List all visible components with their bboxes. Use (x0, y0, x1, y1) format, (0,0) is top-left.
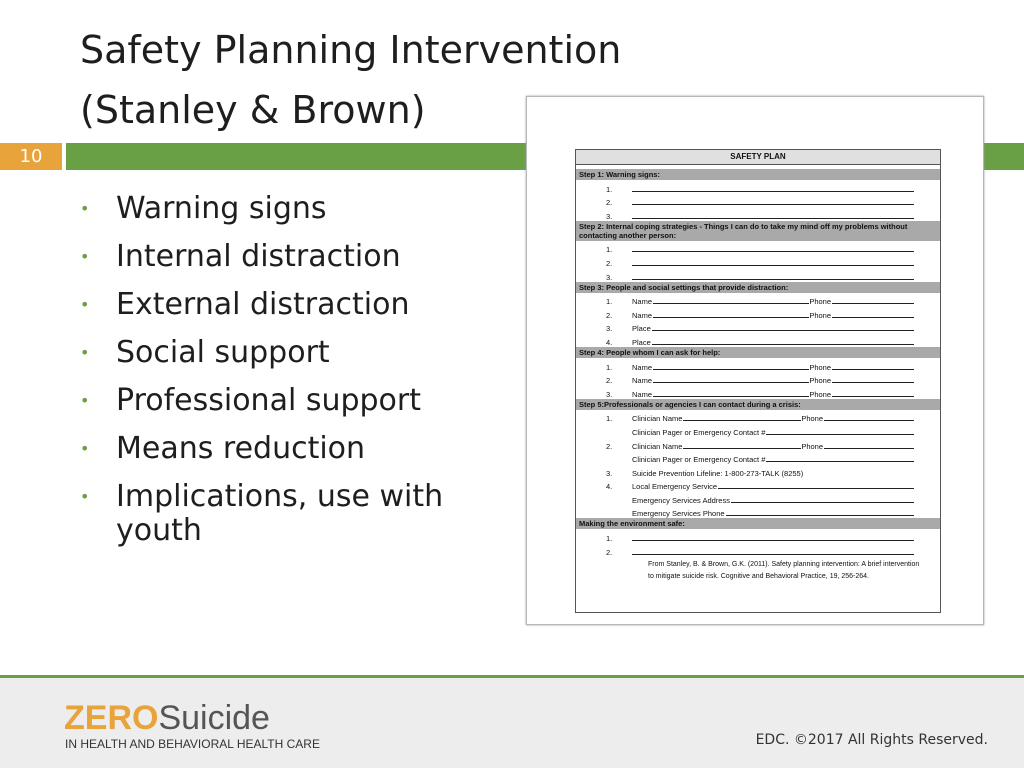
form-line: 2. Name Phone (576, 306, 940, 320)
slide-title-line-2: (Stanley & Brown) (80, 88, 426, 132)
bullet-item: • External distraction (80, 287, 410, 322)
form-line: 1. (576, 529, 940, 543)
copyright-notice: EDC. ©2017 All Rights Reserved. (755, 732, 988, 748)
safety-plan-form (575, 149, 941, 613)
safety-plan-title: SAFETY PLAN (576, 150, 940, 165)
bullet-item: • Professional support (80, 383, 422, 418)
citation: From Stanley, B. & Brown, G.K. (2011). Safety planning intervention: A brief intervention to mitigate suicide risk. Cognitive and Behavioral Practice, 19, 256-264. (648, 560, 920, 580)
environment-header: Making the environment safe: (576, 518, 940, 529)
bullet-dot-icon: • (80, 199, 90, 218)
form-line: 3. Place (576, 320, 940, 334)
form-line: 2. Clinician Name Phone (576, 437, 940, 451)
bullet-list (76, 192, 476, 562)
form-line: Emergency Services Phone (576, 505, 940, 519)
slide-number: 10 (19, 146, 43, 167)
step-3-header: Step 3: People and social settings that provide distraction: (576, 282, 940, 293)
zero-suicide-logo: ZEROSuicide (64, 699, 270, 737)
slide-title-line-1: Safety Planning Intervention (80, 28, 622, 72)
form-line: Clinician Pager or Emergency Contact # (576, 423, 940, 437)
bullet-item: • Social support (80, 335, 330, 370)
bullet-dot-icon: • (80, 247, 90, 266)
bullet-item: • Internal distraction (80, 239, 401, 274)
form-line: Emergency Services Address (576, 491, 940, 505)
step-1-header: Step 1: Warning signs: (576, 169, 940, 180)
form-line: 1. Name Phone (576, 293, 940, 307)
bullet-dot-icon: • (80, 487, 90, 506)
bullet-dot-icon: • (80, 439, 90, 458)
form-line: 4. Place (576, 333, 940, 347)
bullet-dot-icon: • (80, 343, 90, 362)
logo-subtitle: IN HEALTH AND BEHAVIORAL HEALTH CARE (65, 737, 320, 751)
form-line: 2. Name Phone (576, 372, 940, 386)
step-5-header: Step 5:Professionals or agencies I can contact during a crisis: (576, 399, 940, 410)
form-line: 2. (576, 194, 940, 208)
bullet-dot-icon: • (80, 391, 90, 410)
safety-plan-image (526, 96, 984, 625)
form-line: 2. (576, 543, 940, 557)
step-2-header: Step 2: Internal coping strategies - Things I can do to take my mind off my problems without contacting another person: (576, 221, 940, 241)
bullet-dot-icon: • (80, 295, 90, 314)
form-line: 3. Name Phone (576, 385, 940, 399)
bullet-item: • Warning signs (80, 191, 327, 226)
form-line: 2. (576, 254, 940, 268)
bullet-item: • Means reduction (80, 431, 366, 466)
slide-title (80, 20, 622, 140)
bullet-item: • Implications, use with youth (80, 479, 444, 548)
form-line: 1. Name Phone (576, 358, 940, 372)
step-4-header: Step 4: People whom I can ask for help: (576, 347, 940, 358)
form-line: 3. (576, 268, 940, 282)
form-line: 3. Suicide Prevention Lifeline: 1-800-273-TALK (8255) (606, 468, 804, 478)
form-line: 4. Local Emergency Service (576, 478, 940, 492)
form-line: 1. Clinician Name Phone (576, 410, 940, 424)
form-line: 1. (576, 180, 940, 194)
form-line: 3. (576, 207, 940, 221)
form-line: 1. (576, 241, 940, 255)
form-line: Clinician Pager or Emergency Contact # (576, 451, 940, 465)
